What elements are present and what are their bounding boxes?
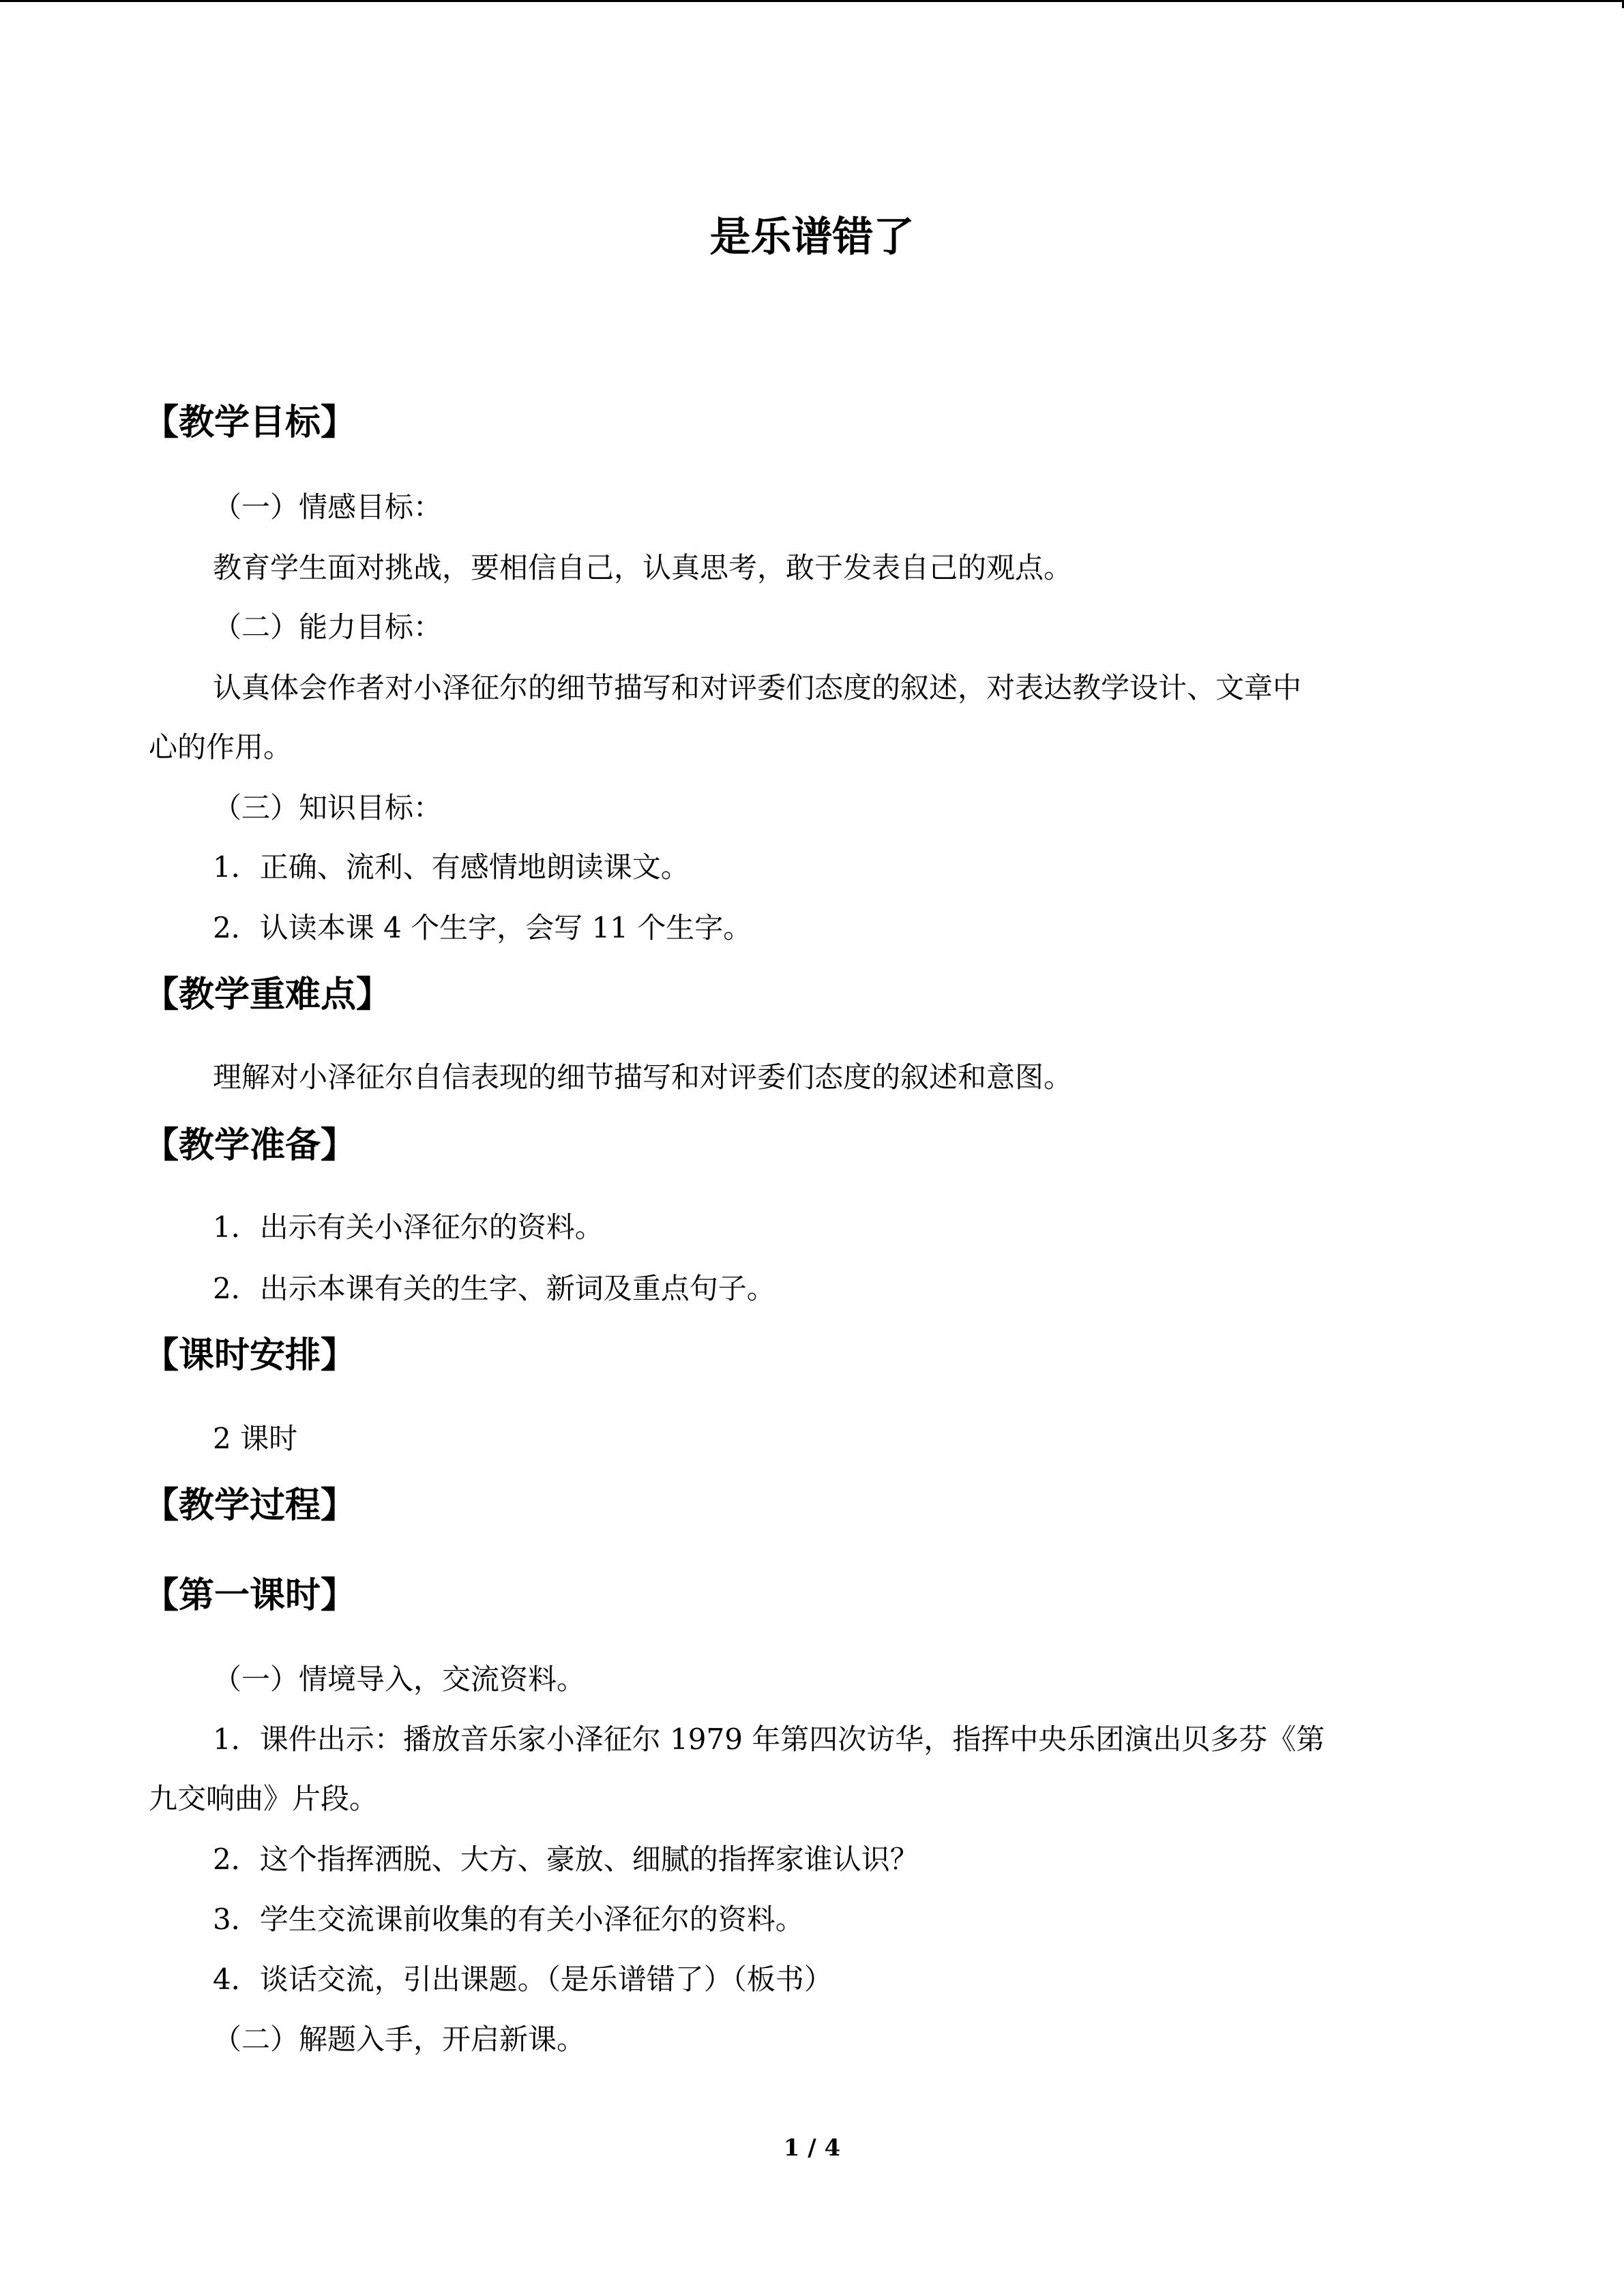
ability-objective-label: （二）能力目标： bbox=[213, 610, 443, 644]
emotion-objective-text: 教育学生面对挑战，要相信自己，认真思考，敢于发表自己的观点。 bbox=[213, 551, 1073, 584]
step-1-label: （一）情境导入，交流资料。 bbox=[213, 1663, 586, 1696]
key-points-text: 理解对小泽征尔自信表现的细节描写和对评委们态度的叙述和意图。 bbox=[213, 1060, 1073, 1094]
preparation-item-1: 1．出示有关小泽征尔的资料。 bbox=[213, 1210, 604, 1244]
heading-first-lesson: 【第一课时】 bbox=[143, 1575, 357, 1616]
page-number: 1 / 4 bbox=[783, 2134, 841, 2162]
heading-key-points: 【教学重难点】 bbox=[143, 974, 392, 1015]
heading-schedule: 【课时安排】 bbox=[143, 1335, 357, 1376]
heading-process: 【教学过程】 bbox=[143, 1485, 357, 1526]
schedule-text: 2 课时 bbox=[213, 1422, 298, 1455]
knowledge-item-2: 2．认读本课 4 个生字，会写 11 个生字。 bbox=[213, 911, 752, 944]
heading-objectives: 【教学目标】 bbox=[143, 402, 357, 443]
ability-objective-text-line1: 认真体会作者对小泽征尔的细节描写和对评委们态度的叙述，对表达教学设计、文章中 bbox=[213, 671, 1302, 704]
step-1-item-4: 4．谈话交流，引出课题。（是乐谱错了）（板书） bbox=[213, 1963, 833, 1996]
step-1-item-3: 3．学生交流课前收集的有关小泽征尔的资料。 bbox=[213, 1903, 804, 1936]
step-1-item-1-line2: 九交响曲》片段。 bbox=[149, 1782, 379, 1815]
top-border-line bbox=[0, 0, 1624, 2]
step-1-item-1-line1: 1．课件出示：播放音乐家小泽征尔 1979 年第四次访华，指挥中央乐团演出贝多芬《第 bbox=[213, 1723, 1325, 1756]
emotion-objective-label: （一）情感目标： bbox=[213, 490, 443, 524]
knowledge-objective-label: （三）知识目标： bbox=[213, 791, 443, 824]
preparation-item-2: 2．出示本课有关的生字、新词及重点句子。 bbox=[213, 1272, 776, 1305]
knowledge-item-1: 1．正确、流利、有感情地朗读课文。 bbox=[213, 850, 690, 884]
document-title: 是乐谱错了 bbox=[709, 213, 915, 261]
step-2-label: （二）解题入手，开启新课。 bbox=[213, 2023, 586, 2056]
step-1-item-2: 2．这个指挥洒脱、大方、豪放、细腻的指挥家谁认识？ bbox=[213, 1843, 919, 1876]
ability-objective-text-line2: 心的作用。 bbox=[149, 730, 293, 764]
heading-preparation: 【教学准备】 bbox=[143, 1125, 357, 1166]
